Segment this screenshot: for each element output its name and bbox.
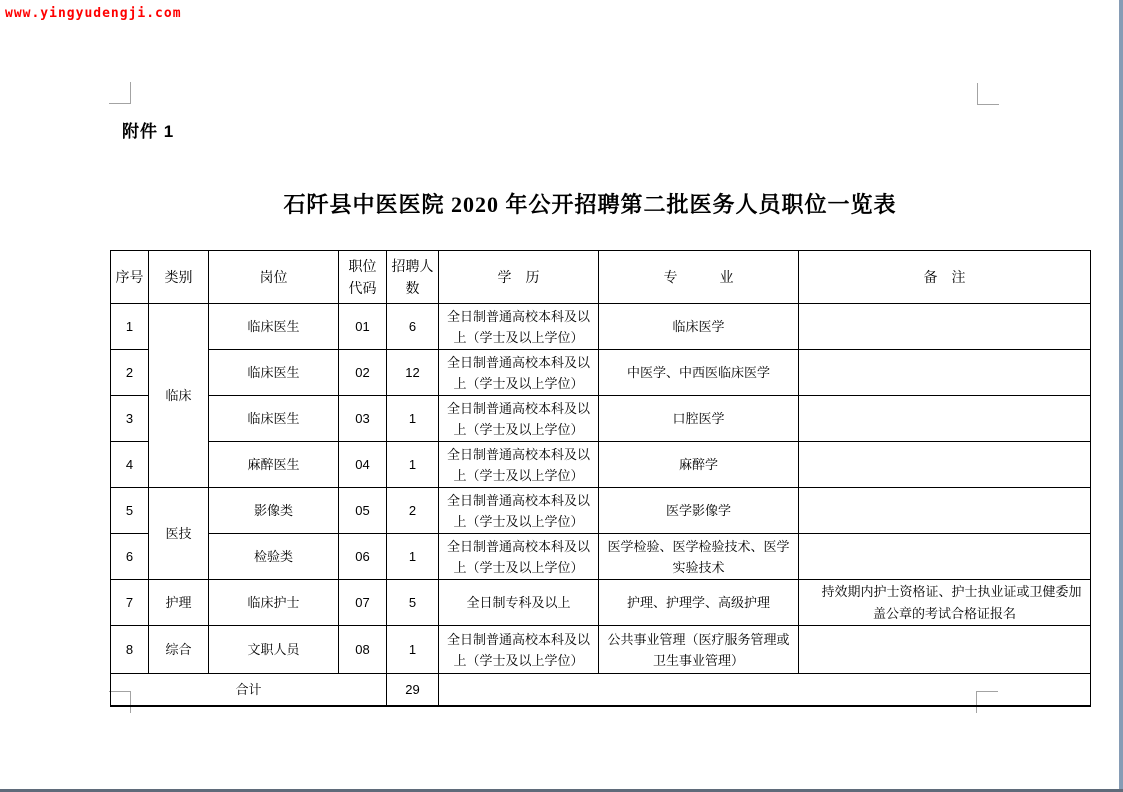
header-post: 岗位 xyxy=(209,251,339,304)
cell-major: 公共事业管理（医疗服务管理或卫生事业管理） xyxy=(599,626,799,674)
cell-post: 临床护士 xyxy=(209,580,339,626)
cell-post: 麻醉医生 xyxy=(209,442,339,488)
header-code: 职位代码 xyxy=(339,251,387,304)
positions-table xyxy=(110,250,1091,707)
table-row xyxy=(111,626,1091,674)
table-row xyxy=(111,304,1091,350)
cell-note: 持效期内护士资格证、护士执业证或卫健委加盖公章的考试合格证报名 xyxy=(799,580,1091,626)
window-right-edge xyxy=(1119,0,1123,792)
cell-no: 7 xyxy=(111,580,149,626)
cell-major: 中医学、中西医临床医学 xyxy=(599,350,799,396)
cell-no: 5 xyxy=(111,488,149,534)
cell-no: 2 xyxy=(111,350,149,396)
cell-note xyxy=(799,396,1091,442)
cell-education: 全日制普通高校本科及以上（学士及以上学位） xyxy=(439,488,599,534)
cell-note xyxy=(799,488,1091,534)
cell-no: 6 xyxy=(111,534,149,580)
cell-post: 临床医生 xyxy=(209,350,339,396)
cell-no: 4 xyxy=(111,442,149,488)
cell-no: 3 xyxy=(111,396,149,442)
cell-no: 8 xyxy=(111,626,149,674)
table-row xyxy=(111,396,1091,442)
cell-count: 1 xyxy=(387,626,439,674)
cell-code: 03 xyxy=(339,396,387,442)
total-row xyxy=(111,674,1091,706)
crop-mark-top-right xyxy=(977,83,999,105)
cell-education: 全日制普通高校本科及以上（学士及以上学位） xyxy=(439,396,599,442)
cell-post: 临床医生 xyxy=(209,304,339,350)
cell-note xyxy=(799,304,1091,350)
cell-category-clinical: 临床 xyxy=(149,304,209,488)
cell-code: 08 xyxy=(339,626,387,674)
attachment-label: 附件 1 xyxy=(122,122,175,141)
cell-major: 医学检验、医学检验技术、医学实验技术 xyxy=(599,534,799,580)
cell-code: 01 xyxy=(339,304,387,350)
cell-code: 04 xyxy=(339,442,387,488)
header-count: 招聘人数 xyxy=(387,251,439,304)
cell-post: 检验类 xyxy=(209,534,339,580)
cell-note xyxy=(799,626,1091,674)
cell-count: 6 xyxy=(387,304,439,350)
cell-code: 02 xyxy=(339,350,387,396)
header-education: 学 历 xyxy=(439,251,599,304)
header-category: 类别 xyxy=(149,251,209,304)
header-note: 备 注 xyxy=(799,251,1091,304)
total-count: 29 xyxy=(387,674,439,706)
cell-code: 05 xyxy=(339,488,387,534)
cell-major: 麻醉学 xyxy=(599,442,799,488)
cell-category-medtech: 医技 xyxy=(149,488,209,580)
cell-post: 文职人员 xyxy=(209,626,339,674)
cell-post: 临床医生 xyxy=(209,396,339,442)
table-row xyxy=(111,580,1091,626)
table-row xyxy=(111,350,1091,396)
cell-major: 临床医学 xyxy=(599,304,799,350)
cell-education: 全日制专科及以上 xyxy=(439,580,599,626)
header-no: 序号 xyxy=(111,251,149,304)
cell-count: 1 xyxy=(387,534,439,580)
total-label: 合计 xyxy=(111,674,387,706)
cell-education: 全日制普通高校本科及以上（学士及以上学位） xyxy=(439,442,599,488)
cell-count: 1 xyxy=(387,396,439,442)
total-empty-cell xyxy=(439,674,1091,706)
cell-education: 全日制普通高校本科及以上（学士及以上学位） xyxy=(439,534,599,580)
cell-no: 1 xyxy=(111,304,149,350)
cell-major: 护理、护理学、高级护理 xyxy=(599,580,799,626)
cell-count: 2 xyxy=(387,488,439,534)
cell-post: 影像类 xyxy=(209,488,339,534)
table-header-row xyxy=(111,251,1091,304)
cell-count: 12 xyxy=(387,350,439,396)
cell-major: 医学影像学 xyxy=(599,488,799,534)
cell-major: 口腔医学 xyxy=(599,396,799,442)
cell-category-general: 综合 xyxy=(149,626,209,674)
header-major: 专 业 xyxy=(599,251,799,304)
table-row xyxy=(111,488,1091,534)
page-title: 石阡县中医医院 2020 年公开招聘第二批医务人员职位一览表 xyxy=(283,192,897,217)
cell-category-nursing: 护理 xyxy=(149,580,209,626)
cell-education: 全日制普通高校本科及以上（学士及以上学位） xyxy=(439,626,599,674)
cell-note xyxy=(799,350,1091,396)
cell-count: 1 xyxy=(387,442,439,488)
cell-code: 06 xyxy=(339,534,387,580)
table-row xyxy=(111,442,1091,488)
crop-mark-top-left xyxy=(109,82,131,104)
cell-note xyxy=(799,534,1091,580)
table-row xyxy=(111,534,1091,580)
cell-count: 5 xyxy=(387,580,439,626)
cell-note xyxy=(799,442,1091,488)
cell-code: 07 xyxy=(339,580,387,626)
cell-education: 全日制普通高校本科及以上（学士及以上学位） xyxy=(439,304,599,350)
cell-education: 全日制普通高校本科及以上（学士及以上学位） xyxy=(439,350,599,396)
watermark-text: www.yingyudengji.com xyxy=(5,6,182,21)
